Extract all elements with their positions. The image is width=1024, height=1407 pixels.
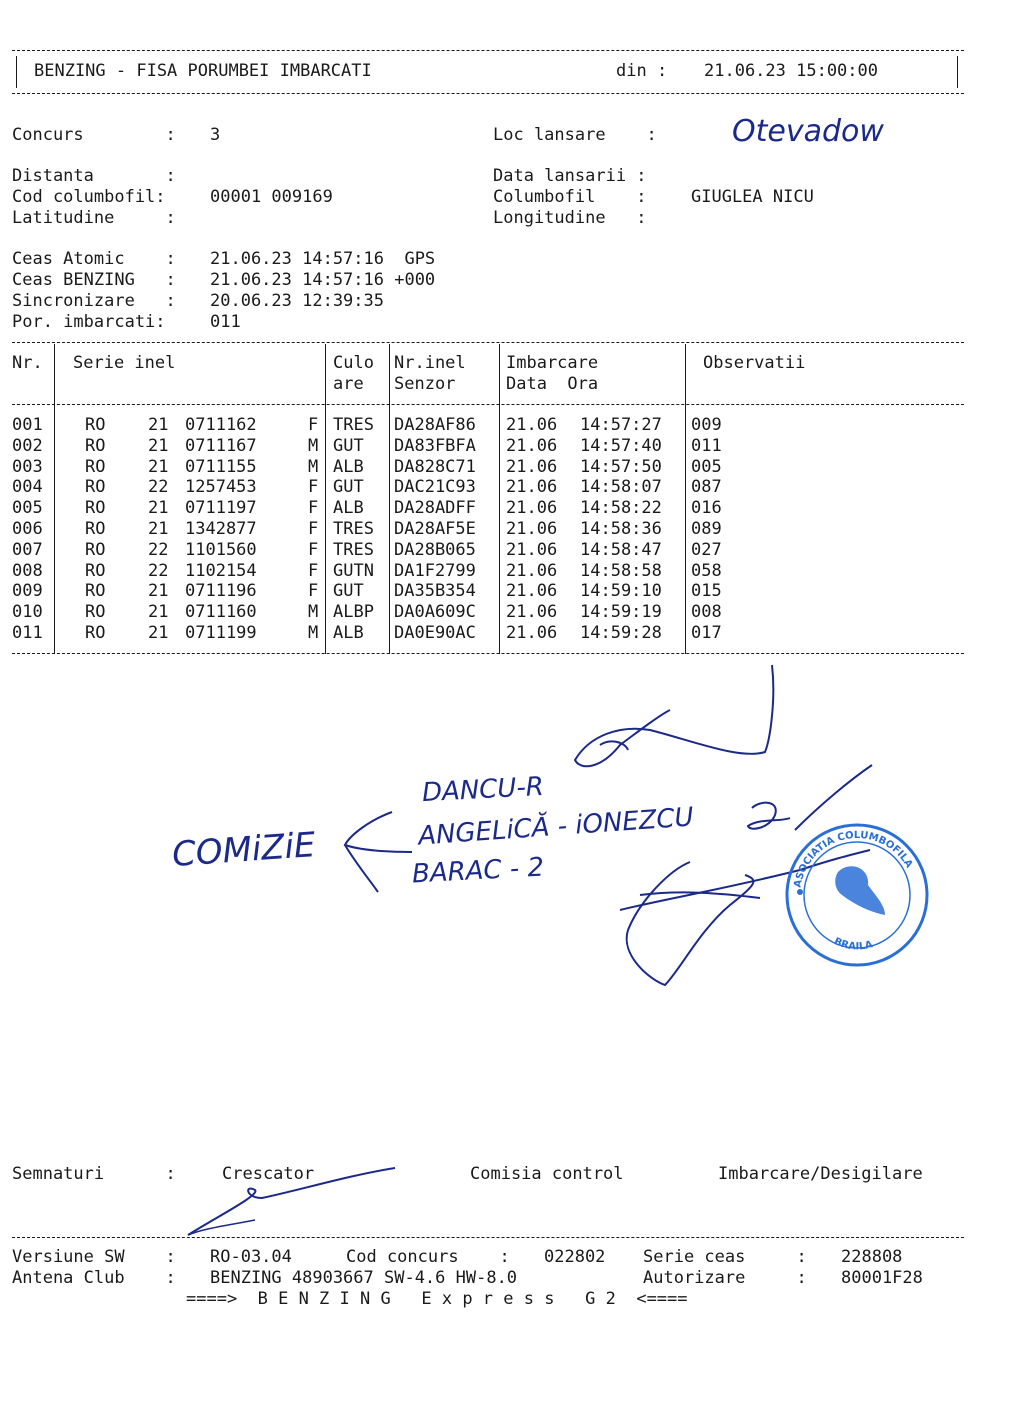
cell-year: 21 (148, 498, 169, 519)
th-imbarcare-1: Imbarcare (506, 353, 599, 373)
cell-year: 22 (148, 539, 169, 560)
association-stamp (787, 825, 927, 965)
cell-sensor: DA0E90AC (394, 623, 476, 643)
cell-date: 21.06 (506, 539, 558, 560)
cell-sex: M (308, 435, 319, 456)
cell-year: 21 (148, 456, 169, 477)
por-imbarcati-value: 011 (210, 312, 241, 332)
cell-ring: 1257453 (185, 477, 257, 498)
cell-nr: 005 (12, 498, 43, 519)
cell-sensor: DA28AF86 (394, 415, 476, 435)
cell-date: 21.06 (506, 456, 558, 477)
cell-observatii: 087 (691, 477, 722, 498)
cell-sex: M (308, 602, 319, 623)
cell-sex: F (308, 498, 319, 519)
header-din-label: din : (616, 61, 668, 81)
cell-color: ALB (333, 623, 364, 643)
cell-country: RO (85, 498, 106, 519)
ceas-benzing-label: Ceas BENZING : (12, 270, 176, 290)
imbarcare-desigilare-label: Imbarcare/Desigilare (718, 1164, 923, 1184)
cell-date: 21.06 (506, 519, 558, 539)
cell-color: ALB (333, 456, 364, 477)
cell-sex: F (308, 581, 319, 602)
cell-year: 21 (148, 581, 169, 602)
cell-country: RO (85, 519, 106, 539)
cell-time: 14:58:58 (580, 560, 662, 581)
cell-date: 21.06 (506, 477, 558, 498)
cell-country: RO (85, 560, 106, 581)
cell-year: 22 (148, 477, 169, 498)
cell-color: ALBP (333, 602, 374, 623)
th-nr: Nr. (12, 353, 43, 373)
cell-date: 21.06 (506, 602, 558, 623)
cell-nr: 010 (12, 602, 43, 623)
cell-date: 21.06 (506, 415, 558, 435)
th-culoare-2: are (333, 374, 364, 394)
serie-ceas-label: Serie ceas : (643, 1247, 807, 1267)
commission-member-1: DANCU-R (421, 771, 545, 809)
th-serie-inel: Serie inel (73, 353, 176, 373)
antena-value: BENZING 48903667 SW-4.6 HW-8.0 (210, 1268, 518, 1288)
latitudine-label: Latitudine : (12, 208, 176, 228)
cell-ring: 0711162 (185, 415, 257, 435)
header-datetime: 21.06.23 15:00:00 (704, 61, 878, 81)
cell-time: 14:57:50 (580, 456, 662, 477)
loc-lansare-value: Otevadow (732, 114, 884, 149)
cell-ring: 1102154 (185, 560, 257, 581)
cell-time: 14:58:22 (580, 498, 662, 519)
cell-time: 14:59:19 (580, 602, 662, 623)
cell-color: TRES (333, 415, 374, 435)
ceas-atomic-label: Ceas Atomic : (12, 249, 176, 269)
th-nrinel-1: Nr.inel (394, 353, 466, 373)
autorizare-label: Autorizare : (643, 1268, 807, 1288)
cell-observatii: 058 (691, 560, 722, 581)
cell-nr: 002 (12, 435, 43, 456)
svg-text:BRAILA (832, 936, 874, 952)
cell-ring: 0711196 (185, 581, 257, 602)
concurs-value: 3 (210, 125, 221, 145)
cell-color: TRES (333, 519, 374, 539)
cell-country: RO (85, 415, 106, 435)
ceas-benzing-value: 21.06.23 14:57:16 +000 (210, 270, 436, 290)
stamp-text-bottom: BRAILA (832, 936, 874, 953)
cell-nr: 008 (12, 560, 43, 581)
cell-sex: M (308, 623, 319, 643)
cell-sex: F (308, 415, 319, 435)
ceas-atomic-value: 21.06.23 14:57:16 GPS (210, 249, 436, 269)
cell-nr: 004 (12, 477, 43, 498)
cell-date: 21.06 (506, 623, 558, 643)
por-imbarcati-label: Por. imbarcati: (12, 312, 166, 332)
cell-time: 14:58:47 (580, 539, 662, 560)
cell-ring: 0711160 (185, 602, 257, 623)
cell-color: GUTN (333, 560, 374, 581)
commission-member-2: ANGELiCĂ - iONEZCU (417, 802, 695, 852)
cell-country: RO (85, 581, 106, 602)
versiune-label: Versiune SW : (12, 1247, 176, 1267)
cell-time: 14:59:10 (580, 581, 662, 602)
footer-border (12, 1237, 964, 1238)
cell-sex: F (308, 519, 319, 539)
cell-observatii: 009 (691, 415, 722, 435)
cell-ring: 0711199 (185, 623, 257, 643)
cell-time: 14:59:28 (580, 623, 662, 643)
cell-color: GUT (333, 581, 364, 602)
commission-member-3: BARAC - 2 (411, 852, 545, 890)
loc-lansare-label: Loc lansare : (493, 125, 657, 145)
page-title: BENZING - FISA PORUMBEI IMBARCATI (34, 61, 372, 81)
cell-time: 14:57:40 (580, 435, 662, 456)
th-observatii: Observatii (703, 353, 806, 373)
cell-sensor: DA0A609C (394, 602, 476, 623)
cell-date: 21.06 (506, 435, 558, 456)
cell-sex: M (308, 456, 319, 477)
sincronizare-value: 20.06.23 12:39:35 (210, 291, 384, 311)
cell-country: RO (85, 477, 106, 498)
comisie-handwriting: COMiZiE (170, 825, 317, 875)
cell-ring: 0711197 (185, 498, 257, 519)
cod-concurs-value: 022802 (544, 1247, 606, 1267)
cell-year: 21 (148, 623, 169, 643)
cell-observatii: 027 (691, 539, 722, 560)
cod-concurs-label: Cod concurs : (346, 1247, 510, 1267)
cell-observatii: 016 (691, 498, 722, 519)
cell-observatii: 011 (691, 435, 722, 456)
cell-sensor: DA28AF5E (394, 519, 476, 539)
cell-country: RO (85, 623, 106, 643)
versiune-value: RO-03.04 (210, 1247, 292, 1267)
cell-observatii: 089 (691, 519, 722, 539)
columbofil-label: Columbofil : (493, 187, 647, 207)
cell-ring: 0711167 (185, 435, 257, 456)
cell-nr: 006 (12, 519, 43, 539)
concurs-label: Concurs : (12, 125, 176, 145)
cell-ring: 1342877 (185, 519, 257, 539)
cell-date: 21.06 (506, 581, 558, 602)
cell-color: GUT (333, 477, 364, 498)
cell-date: 21.06 (506, 560, 558, 581)
cell-color: TRES (333, 539, 374, 560)
cell-color: GUT (333, 435, 364, 456)
cell-sensor: DA83FBFA (394, 435, 476, 456)
cod-columbofil-label: Cod columbofil: (12, 187, 166, 207)
cell-observatii: 015 (691, 581, 722, 602)
cell-sensor: DA35B354 (394, 581, 476, 602)
cell-observatii: 017 (691, 623, 722, 643)
cell-nr: 007 (12, 539, 43, 560)
benzing-banner: ====> B E N Z I N G E x p r e s s G 2 <==== (186, 1289, 688, 1309)
cell-time: 14:58:36 (580, 519, 662, 539)
serie-ceas-value: 228808 (841, 1247, 903, 1267)
cell-sensor: DA828C71 (394, 456, 476, 477)
cell-nr: 009 (12, 581, 43, 602)
cell-year: 21 (148, 602, 169, 623)
cell-sex: F (308, 539, 319, 560)
cell-date: 21.06 (506, 498, 558, 519)
distanta-label: Distanta : (12, 166, 176, 186)
autorizare-value: 80001F28 (841, 1268, 923, 1288)
cell-sensor: DA28ADFF (394, 498, 476, 519)
cell-year: 21 (148, 435, 169, 456)
cell-year: 22 (148, 560, 169, 581)
cell-observatii: 005 (691, 456, 722, 477)
cell-time: 14:57:27 (580, 415, 662, 435)
cell-time: 14:58:07 (580, 477, 662, 498)
cell-nr: 001 (12, 415, 43, 435)
cell-sensor: DA1F2799 (394, 560, 476, 581)
cell-ring: 0711155 (185, 456, 257, 477)
data-lansarii-label: Data lansarii : (493, 166, 647, 186)
cell-sensor: DA28B065 (394, 539, 476, 560)
cell-observatii: 008 (691, 602, 722, 623)
cod-columbofil-value: 00001 009169 (210, 187, 333, 207)
cell-sex: F (308, 560, 319, 581)
cell-color: ALB (333, 498, 364, 519)
cell-sensor: DAC21C93 (394, 477, 476, 498)
th-nrinel-2: Senzor (394, 374, 456, 394)
columbofil-value: GIUGLEA NICU (691, 187, 814, 207)
comisia-control-label: Comisia control (470, 1164, 624, 1184)
cell-country: RO (85, 435, 106, 456)
cell-year: 21 (148, 519, 169, 539)
cell-country: RO (85, 602, 106, 623)
cell-nr: 003 (12, 456, 43, 477)
cell-country: RO (85, 539, 106, 560)
cell-nr: 011 (12, 623, 43, 643)
cell-year: 21 (148, 415, 169, 435)
crescator-label: Crescator (222, 1164, 315, 1184)
th-culoare-1: Culo (333, 353, 374, 373)
antena-label: Antena Club : (12, 1268, 176, 1288)
longitudine-label: Longitudine : (493, 208, 647, 228)
cell-sex: F (308, 477, 319, 498)
th-imbarcare-2: Data Ora (506, 374, 599, 394)
cell-country: RO (85, 456, 106, 477)
sincronizare-label: Sincronizare : (12, 291, 176, 311)
stamp-text-top: ASOCIATIA COLUMBOFILA (792, 829, 915, 889)
cell-ring: 1101560 (185, 539, 257, 560)
semnaturi-label: Semnaturi : (12, 1164, 176, 1184)
